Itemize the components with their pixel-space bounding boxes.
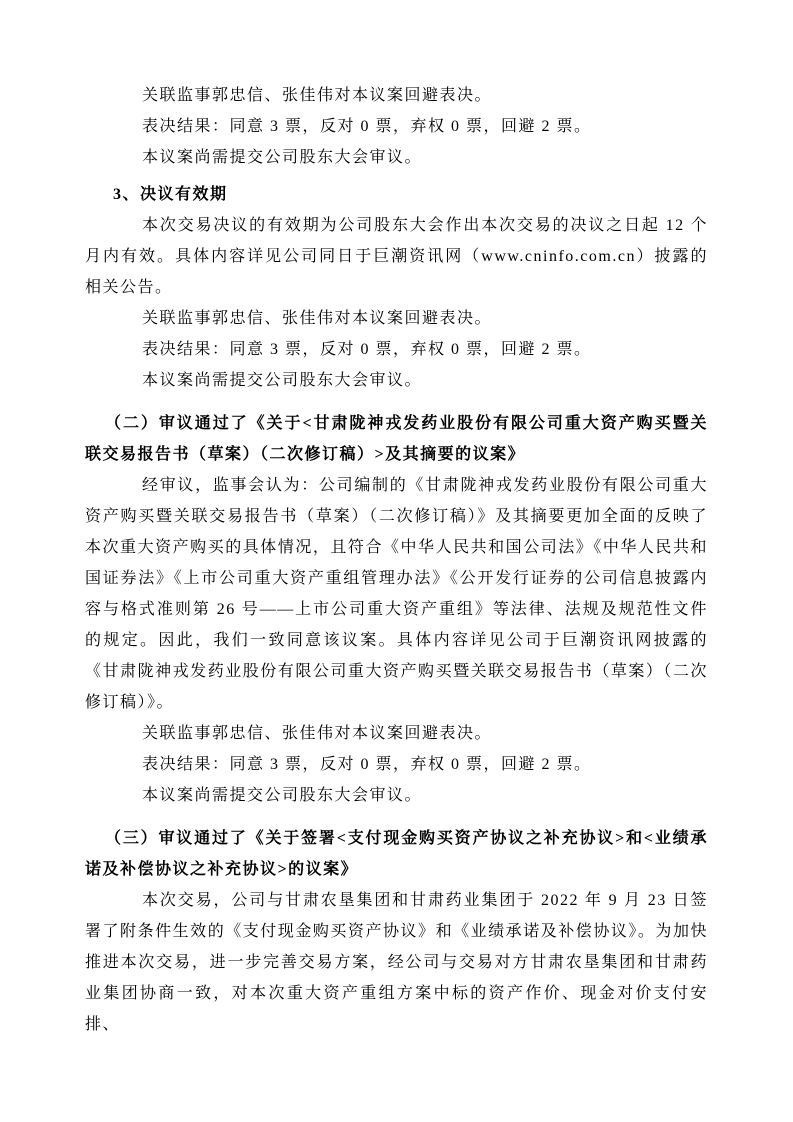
recusal-statement: 关联监事郭忠信、张佳伟对本议案回避表决。 xyxy=(142,310,493,327)
section2-review-paragraph: 经审议，监事会认为：公司编制的《甘肃陇神戎发药业股份有限公司重大资产购买暨关联交易报告书（草案）（二次修订稿）》及其摘要更加全面的反映了本次重大资产购买的具体情况，且符合《中华人民共和国公司法》《中华人民共和国证券法》《上市公司重大资产重组管理办法》《公开发行证券的公司信息披露内容与格式准则第 26 号——上市公司重大资产重组》等法律、法规及规范性文件的规定。因此，我们一致同意该议案。具体内容详见公司于巨潮资讯网披露的《甘肃陇神戎发药业股份有限公司重大资产购买暨关联交易报告书（草案）（二次修订稿）》。 xyxy=(85,477,708,711)
vote-result-line: 表决结果：同意 3 票，反对 0 票，弃权 0 票，回避 2 票。 xyxy=(142,118,592,135)
section3-heading: （三）审议通过了《关于签署<支付现金购买资产协议之补充协议>和<业绩承诺及补偿协议之补充协议>的议案》 xyxy=(85,830,708,878)
vote-result-line: 表决结果：同意 3 票，反对 0 票，弃权 0 票，回避 2 票。 xyxy=(142,341,592,358)
shareholder-approval-line: 本议案尚需提交公司股东大会审议。 xyxy=(142,787,423,804)
section2-heading: （二）审议通过了《关于<甘肃陇神戎发药业股份有限公司重大资产购买暨关联交易报告书（草案）（二次修订稿）>及其摘要的议案》 xyxy=(85,415,708,463)
section3-opening-paragraph: 本次交易，公司与甘肃农垦集团和甘肃药业集团于 2022 年 9 月 23 日签署了附条件生效的《支付现金购买资产协议》和《业绩承诺及补偿协议》。为加快推进本次交易，进一步完善交易方案，经公司与交易对方甘肃农垦集团和甘肃药业集团协商一致，对本次重大资产重组方案中标的资产作价、现金对价支付安排、 xyxy=(85,892,708,1033)
resolution-validity-paragraph: 本次交易决议的有效期为公司股东大会作出本次交易的决议之日起 12 个月内有效。具体内容详见公司同日于巨潮资讯网（www.cninfo.com.cn）披露的相关公告。 xyxy=(85,217,708,296)
resolution-validity-heading: 3、决议有效期 xyxy=(113,186,228,203)
recusal-statement: 关联监事郭忠信、张佳伟对本议案回避表决。 xyxy=(142,87,493,104)
shareholder-approval-line: 本议案尚需提交公司股东大会审议。 xyxy=(142,372,423,389)
shareholder-approval-line: 本议案尚需提交公司股东大会审议。 xyxy=(142,149,423,166)
recusal-statement: 关联监事郭忠信、张佳伟对本议案回避表决。 xyxy=(142,725,493,742)
vote-result-line: 表决结果：同意 3 票，反对 0 票，弃权 0 票，回避 2 票。 xyxy=(142,756,592,773)
